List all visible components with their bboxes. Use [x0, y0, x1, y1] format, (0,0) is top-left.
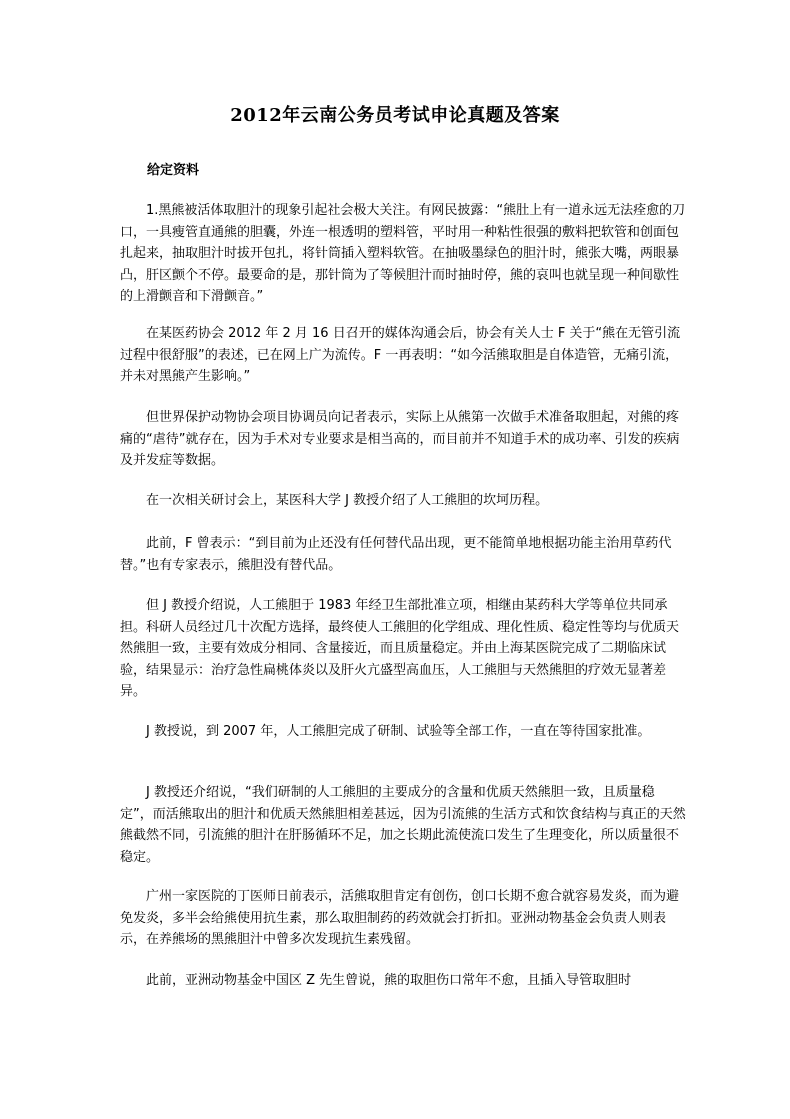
- paragraph: 在一次相关研讨会上，某医科大学 J 教授介绍了人工熊胆的坎坷历程。: [146, 493, 549, 508]
- paragraph: J 教授还介绍说，“我们研制的人工熊胆的主要成分的含量和优质天然熊胆一致，且质量稳定”，而活熊取出的胆汁和优质天然熊胆相差甚远，因为引流熊的生活方式和饮食结构与真正的天然熊截然不同，引流熊的胆汁在肝肠循环不足，加之长期此流使流口发生了生理变化，所以质量很不稳定。: [120, 785, 686, 865]
- paragraph: 此前，亚洲动物基金中国区 Z 先生曾说，熊的取胆伤口常年不愈，且插入导管取胆时: [146, 973, 632, 988]
- section-label: 给定资料: [147, 163, 200, 178]
- document-title: 2012年云南公务员考试申论真题及答案: [230, 105, 560, 126]
- paragraph: 广州一家医院的丁医师日前表示，活熊取胆肯定有创伤，创口长期不愈合就容易发炎，而为避免发炎，多半会给熊使用抗生素，那么取胆制药的药效就会打折扣。亚洲动物基金会负责人则表示，在养熊场的黑熊胆汁中曾多次发现抗生素残留。: [120, 889, 680, 947]
- paragraph: 但 J 教授介绍说，人工熊胆于 1983 年经卫生部批准立项，相继由某药科大学等单位共同承担。科研人员经过几十次配方选择，最终使人工熊胆的化学组成、理化性质、稳定性等均与优质天然熊胆一致，主要有效成分相同、含量接近，而且质量稳定。并由上海某医院完成了二期临床试验，结果显示：治疗急性扁桃体炎以及肝火亢盛型高血压，人工熊胆与天然熊胆的疗效无显著差异。: [120, 598, 680, 699]
- paragraph: 1.黑熊被活体取胆汁的现象引起社会极大关注。有网民披露：“熊肚上有一道永远无法痊愈的刀口，一具瘦管直通熊的胆囊，外连一根透明的塑料管，平时用一种粘性很强的敷料把软管和创面包扎起来，抽取胆汁时拔开包扎，将针筒插入塑料软管。在抽吸墨绿色的胆汁时，熊张大嘴，两眼暴凸，肝区颤个不停。最要命的是，那针筒为了等候胆汁而时抽时停，熊的哀叫也就呈现一种间歇性的上滑颤音和下滑颤音。”: [120, 203, 686, 304]
- paragraph: 此前，F 曾表示：“到目前为止还没有任何替代品出现，更不能简单地根据功能主治用草药代替。”也有专家表示，熊胆没有替代品。: [120, 536, 672, 573]
- paragraph: J 教授说，到 2007 年，人工熊胆完成了研制、试验等全部工作，一直在等待国家批准。: [146, 724, 651, 739]
- paragraph: 但世界保护动物协会项目协调员向记者表示，实际上从熊第一次做手术准备取胆起，对熊的疼痛的“虐待”就存在，因为手术对专业要求是相当高的，而目前并不知道手术的成功率、引发的疾病及并发症等数据。: [120, 410, 680, 468]
- paragraph: 在某医药协会 2012 年 2 月 16 日召开的媒体沟通会后，协会有关人士 F 关于“熊在无管引流过程中很舒服”的表述，已在网上广为流传。F 一再表明：“如今活熊取胆是自体造管，无痛引流，并未对黑熊产生影响。”: [120, 326, 681, 384]
